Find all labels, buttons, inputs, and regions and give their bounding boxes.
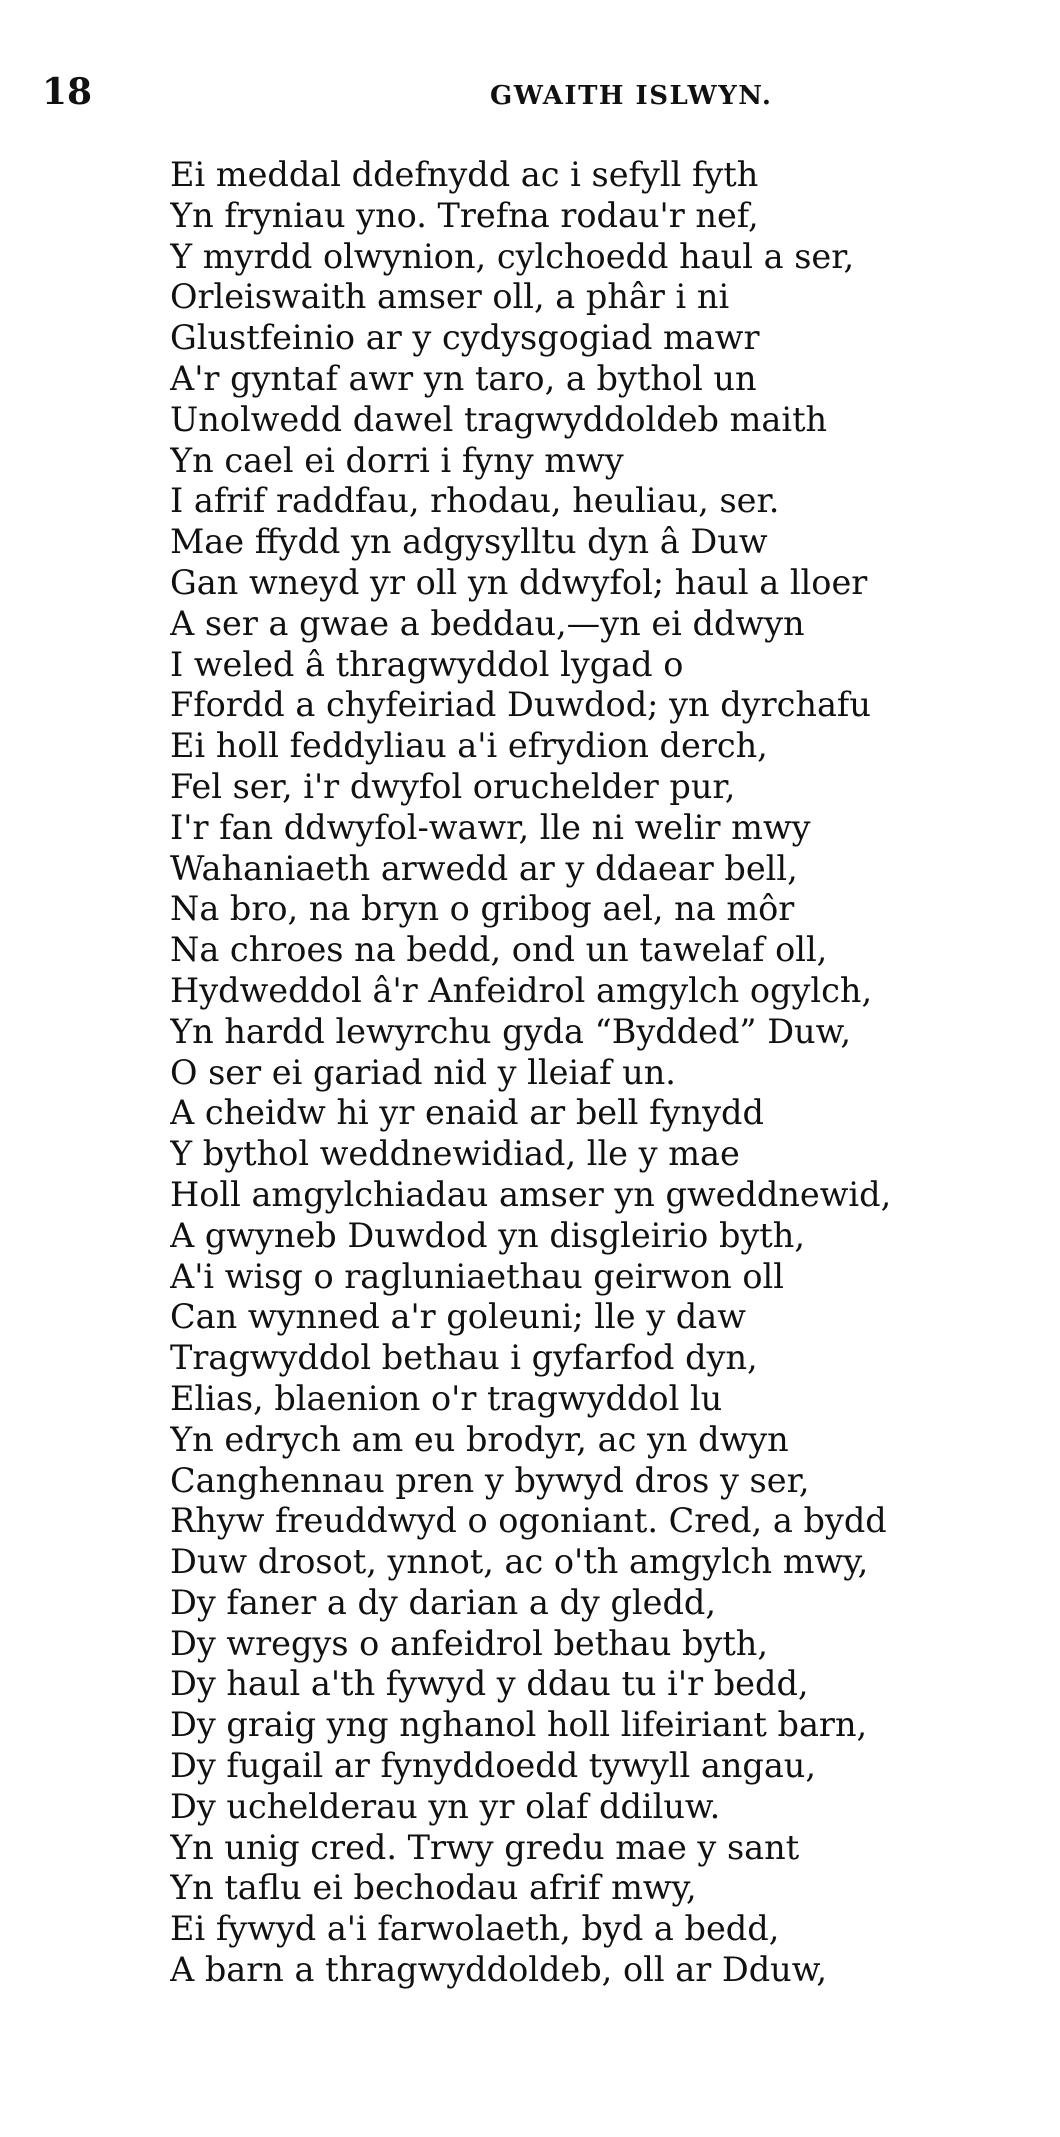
poem-line: Tragwyddol bethau i gyfarfod dyn, bbox=[170, 1338, 758, 1378]
poem-line: Ffordd a chyfeiriad Duwdod; yn dyrchafu bbox=[170, 685, 871, 725]
poem-line: Y myrdd olwynion, cylchoedd haul a ser, bbox=[170, 236, 855, 276]
poem-line: Gan wneyd yr oll yn ddwyfol; haul a lloer bbox=[170, 562, 868, 602]
poem-line: Yn unig cred. Trwy gredu mae y sant bbox=[170, 1827, 800, 1867]
page-number: 18 bbox=[42, 71, 93, 113]
poem-line: Yn hardd lewyrchu gyda “Bydded” Duw, bbox=[170, 1011, 851, 1051]
running-title: GWAITH ISLWYN. bbox=[490, 81, 773, 111]
poem-line: Can wynned a'r goleuni; lle y daw bbox=[170, 1297, 746, 1337]
poem-line: Ei meddal ddefnydd ac i sefyll fyth bbox=[170, 155, 759, 194]
poem-line: Unolwedd dawel tragwyddoldeb maith bbox=[170, 399, 828, 439]
poem-line: Dy wregys o anfeidrol bethau byth, bbox=[170, 1623, 769, 1663]
poem-line: Dy uchelderau yn yr olaf ddiluw. bbox=[170, 1786, 721, 1826]
poem-line: Ei holl feddyliau a'i efrydion derch, bbox=[170, 726, 768, 766]
poem-line: I afrif raddfau, rhodau, heuliau, ser. bbox=[170, 481, 780, 521]
poem-line: Yn edrych am eu brodyr, ac yn dwyn bbox=[170, 1419, 789, 1459]
poem-line: A'r gyntaf awr yn taro, a bythol un bbox=[170, 358, 757, 398]
poem-line: Dy graig yng nghanol holl lifeiriant barn, bbox=[170, 1705, 868, 1745]
poem-line: Yn fryniau yno. Trefna rodau'r nef, bbox=[170, 195, 759, 235]
poem-line: A cheidw hi yr enaid ar bell fynydd bbox=[170, 1093, 764, 1133]
poem-line: Na chroes na bedd, ond un tawelaf oll, bbox=[170, 930, 828, 970]
poem-line: Glustfeinio ar y cydysgogiad mawr bbox=[170, 318, 760, 358]
poem-line: Wahaniaeth arwedd ar y ddaear bell, bbox=[170, 848, 798, 888]
poem-line: Rhyw freuddwyd o ogoniant. Cred, a bydd bbox=[170, 1501, 887, 1541]
poem-line: Yn cael ei dorri i fyny mwy bbox=[170, 440, 624, 480]
poem-line: Dy haul a'th fywyd y ddau tu i'r bedd, bbox=[170, 1664, 809, 1704]
poem-line: Fel ser, i'r dwyfol oruchelder pur, bbox=[170, 766, 736, 806]
poem-line: I weled â thragwyddol lygad o bbox=[170, 644, 684, 684]
poem-line: Orleiswaith amser oll, a phâr i ni bbox=[170, 277, 730, 317]
poem-line: Y bythol weddnewidiad, lle y mae bbox=[170, 1134, 740, 1174]
poem-line: Hydweddol â'r Anfeidrol amgylch ogylch, bbox=[170, 970, 873, 1010]
poem-line: Duw drosot, ynnot, ac o'th amgylch mwy, bbox=[170, 1542, 869, 1582]
poem-line: Elias, blaenion o'r tragwyddol lu bbox=[170, 1378, 723, 1418]
poem-line: A barn a thragwyddoldeb, oll ar Dduw, bbox=[170, 1950, 828, 1990]
poem-line: O ser ei gariad nid y lleiaf un. bbox=[170, 1052, 676, 1092]
poem-text bbox=[170, 155, 1030, 1991]
poem-line: I'r fan ddwyfol-wawr, lle ni welir mwy bbox=[170, 807, 811, 847]
poem-line: A'i wisg o ragluniaethau geirwon oll bbox=[170, 1256, 784, 1296]
poem-line: Mae ffydd yn adgysylltu dyn â Duw bbox=[170, 522, 768, 562]
poem-line: Canghennau pren y bywyd dros y ser, bbox=[170, 1460, 810, 1500]
poem-line: Holl amgylchiadau amser yn gweddnewid, bbox=[170, 1174, 892, 1214]
poem-line: Dy fugail ar fynyddoedd tywyll angau, bbox=[170, 1746, 817, 1786]
poem-line: Yn taflu ei bechodau afrif mwy, bbox=[170, 1868, 697, 1908]
poem-line: Dy faner a dy darian a dy gledd, bbox=[170, 1582, 717, 1622]
poem-line: A ser a gwae a beddau,—yn ei ddwyn bbox=[170, 603, 805, 643]
poem-line: A gwyneb Duwdod yn disgleirio byth, bbox=[170, 1215, 805, 1255]
poem-line: Na bro, na bryn o gribog ael, na môr bbox=[170, 889, 795, 929]
poem-line: Ei fywyd a'i farwolaeth, byd a bedd, bbox=[170, 1909, 780, 1949]
